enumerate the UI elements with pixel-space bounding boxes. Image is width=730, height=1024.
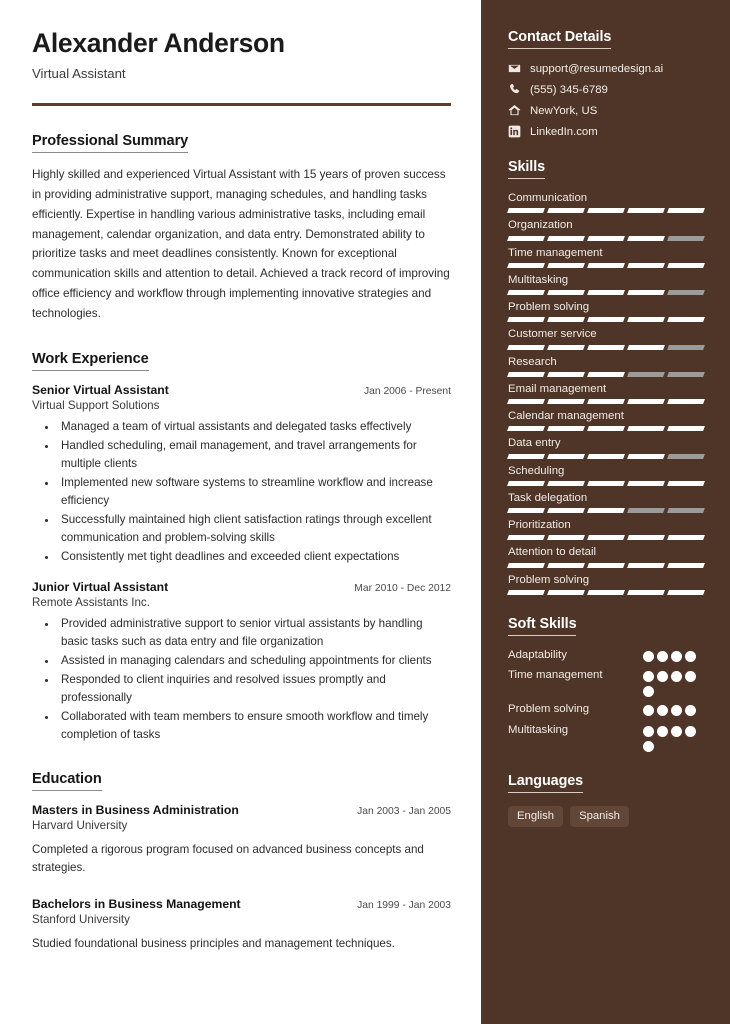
- rating-dot: [671, 705, 682, 716]
- skill-level-bar: [508, 399, 704, 404]
- soft-skill-label: Time management: [508, 669, 603, 682]
- soft-skill-label: Multitasking: [508, 723, 569, 736]
- skill-level-segment: [507, 535, 545, 540]
- language-chip: Spanish: [570, 806, 629, 827]
- skill-label: Email management: [508, 382, 607, 395]
- rating-dot: [685, 651, 696, 662]
- soft-skills-section: [508, 615, 704, 752]
- skill-level-bar: [508, 563, 704, 568]
- skill-level-bar: [508, 454, 704, 459]
- education-heading: Education: [32, 771, 102, 791]
- skill-item: [508, 355, 704, 377]
- skill-level-segment: [507, 208, 545, 213]
- professional-summary-text: Highly skilled and experienced Virtual Assistant with 15 years of proven success in providing administrative support, managing schedules, and handling tasks efficiently. Expertise in handling various administrative tasks, including email management, calendar organization, and data entry. Demonstrated ability to prioritize tasks and meet deadlines consistently. Known for exceptional communication skills and attention to detail. Achieved a track record of improving office efficiency and workflow through implementing innovative strategies and technologies.: [32, 167, 450, 321]
- list-item: • Implemented new software systems to streamline workflow and increase efficiency: [58, 474, 451, 510]
- list-item: • Collaborated with team members to ensure smooth workflow and timely completion of tasks: [58, 708, 451, 744]
- skill-level-segment: [667, 236, 705, 241]
- skill-level-segment: [547, 590, 585, 595]
- skill-item: [508, 518, 704, 540]
- degree-title: Bachelors in Business Management: [32, 896, 241, 911]
- skill-item: [508, 491, 704, 513]
- skill-level-segment: [667, 345, 705, 350]
- entry-header: [32, 580, 451, 594]
- skill-level-segment: [547, 317, 585, 322]
- skill-level-segment: [587, 372, 625, 377]
- list-item: • Consistently met tight deadlines and exceeded client expectations: [58, 548, 451, 566]
- entry-header: [32, 803, 451, 817]
- skill-level-bar: [508, 508, 704, 513]
- skill-item: [508, 327, 704, 349]
- contact-phone-value: (555) 345-6789: [530, 83, 608, 96]
- soft-skill-item: [508, 668, 704, 697]
- skill-level-segment: [667, 426, 705, 431]
- header-divider: [32, 103, 451, 105]
- list-item: • Responded to client inquiries and resolved issues promptly and professionally: [58, 671, 451, 707]
- rating-dot: [643, 705, 654, 716]
- soft-skills-heading: Soft Skills: [508, 616, 576, 636]
- list-item: • Managed a team of virtual assistants and delegated tasks effectively: [58, 418, 451, 436]
- skill-level-segment: [627, 563, 665, 568]
- skill-level-segment: [507, 454, 545, 459]
- skill-level-segment: [547, 290, 585, 295]
- skill-level-segment: [507, 508, 545, 513]
- skill-level-segment: [627, 208, 665, 213]
- skill-level-bar: [508, 208, 704, 213]
- skill-item: [508, 300, 704, 322]
- skill-level-segment: [547, 236, 585, 241]
- skill-level-bar: [508, 236, 704, 241]
- skill-label: Problem solving: [508, 573, 590, 586]
- soft-skill-item: [508, 723, 704, 752]
- skill-level-segment: [667, 263, 705, 268]
- entry-header: [32, 383, 451, 397]
- school-name: Stanford University: [32, 912, 130, 926]
- skill-label: Scheduling: [508, 464, 565, 477]
- soft-skill-item: [508, 702, 704, 717]
- skill-item: [508, 382, 704, 404]
- skills-section: [508, 158, 704, 595]
- skill-label: Problem solving: [508, 301, 590, 313]
- degree-date-range: Jan 2003 - Jan 2005: [357, 805, 451, 817]
- skill-level-segment: [627, 372, 665, 377]
- skill-level-segment: [507, 345, 545, 350]
- degree-description: Completed a rigorous program focused on advanced business concepts and strategies.: [32, 842, 424, 875]
- skill-item: [508, 409, 704, 431]
- employer-name: Virtual Support Solutions: [32, 398, 160, 412]
- skill-level-segment: [667, 290, 705, 295]
- rating-dot: [643, 726, 654, 737]
- job-date-range: Mar 2010 - Dec 2012: [354, 582, 451, 594]
- skill-level-segment: [627, 535, 665, 540]
- skill-level-segment: [547, 372, 585, 377]
- soft-skill-item: [508, 648, 704, 663]
- degree-title: Masters in Business Administration: [32, 802, 239, 817]
- skill-level-bar: [508, 481, 704, 486]
- job-title: Junior Virtual Assistant: [32, 579, 169, 594]
- soft-skill-rating: [643, 702, 704, 716]
- skills-heading: Skills: [508, 159, 545, 179]
- entry-header: [32, 897, 451, 911]
- education-entry: [32, 803, 451, 878]
- skill-level-segment: [507, 399, 545, 404]
- skill-level-segment: [587, 535, 625, 540]
- skill-level-segment: [507, 236, 545, 241]
- skill-item: [508, 545, 704, 567]
- skill-level-segment: [627, 236, 665, 241]
- soft-skill-rating: [643, 648, 704, 662]
- skill-level-segment: [507, 317, 545, 322]
- skill-item: [508, 573, 704, 595]
- skill-level-segment: [627, 399, 665, 404]
- list-item: • Handled scheduling, email management, and travel arrangements for multiple clients: [58, 437, 451, 473]
- skill-level-segment: [667, 535, 705, 540]
- soft-skills-list: [508, 648, 704, 752]
- skill-level-segment: [547, 345, 585, 350]
- rating-dot: [671, 651, 682, 662]
- skill-level-segment: [507, 372, 545, 377]
- skill-label: Prioritization: [508, 519, 571, 531]
- skill-item: [508, 246, 704, 268]
- rating-dot: [671, 726, 682, 737]
- skill-level-segment: [627, 508, 665, 513]
- rating-dot: [657, 705, 668, 716]
- skill-item: [508, 191, 704, 213]
- skill-level-segment: [627, 426, 665, 431]
- language-chip: English: [508, 806, 563, 827]
- skill-level-segment: [667, 317, 705, 322]
- skill-level-segment: [587, 208, 625, 213]
- professional-summary-section: [32, 132, 451, 324]
- skill-label: Communication: [508, 192, 588, 204]
- skill-level-segment: [547, 208, 585, 213]
- work-experience-entry: [32, 383, 451, 566]
- skill-level-segment: [627, 590, 665, 595]
- skill-label: Multitasking: [508, 273, 569, 286]
- skill-level-segment: [587, 399, 625, 404]
- skill-level-bar: [508, 290, 704, 295]
- job-date-range: Jan 2006 - Present: [363, 385, 451, 397]
- skill-level-bar: [508, 345, 704, 350]
- skill-item: [508, 273, 704, 295]
- rating-dot: [643, 686, 654, 697]
- home-icon: [508, 104, 525, 117]
- skill-label: Attention to detail: [508, 546, 597, 559]
- skill-level-segment: [587, 563, 625, 568]
- skill-level-segment: [507, 290, 545, 295]
- skill-level-segment: [587, 290, 625, 295]
- skill-level-segment: [587, 454, 625, 459]
- skill-level-segment: [547, 399, 585, 404]
- soft-skill-label: Problem solving: [508, 703, 590, 716]
- resume-sidebar: [481, 0, 730, 1024]
- skill-level-segment: [627, 345, 665, 350]
- contact-item-phone[interactable]: [508, 83, 704, 96]
- rating-dot: [671, 671, 682, 682]
- skill-level-segment: [627, 263, 665, 268]
- rating-dot: [657, 651, 668, 662]
- skill-level-segment: [587, 236, 625, 241]
- work-experience-entry: [32, 580, 451, 744]
- employer-name: Remote Assistants Inc.: [32, 595, 150, 609]
- contact-item-email[interactable]: [508, 62, 704, 75]
- skill-level-segment: [627, 454, 665, 459]
- languages-section: [508, 772, 704, 827]
- skill-level-segment: [587, 345, 625, 350]
- candidate-job-title: Virtual Assistant: [32, 66, 126, 82]
- phone-icon: [508, 83, 525, 96]
- skill-level-segment: [507, 563, 545, 568]
- skill-level-segment: [507, 426, 545, 431]
- rating-dot: [643, 671, 654, 682]
- skill-level-segment: [507, 481, 545, 486]
- skill-label: Research: [508, 355, 557, 368]
- skills-list: [508, 191, 704, 595]
- skill-level-segment: [547, 563, 585, 568]
- skill-level-segment: [587, 481, 625, 486]
- list-item: • Provided administrative support to senior virtual assistants by handling basic tasks such as data entry and file organization: [58, 615, 451, 651]
- skill-level-segment: [587, 317, 625, 322]
- job-responsibility-list: [32, 615, 451, 744]
- skill-level-segment: [627, 481, 665, 486]
- rating-dot: [657, 726, 668, 737]
- rating-dot: [685, 705, 696, 716]
- rating-dot: [643, 741, 654, 752]
- work-experience-heading: Work Experience: [32, 351, 149, 371]
- contact-linkedin-value: LinkedIn.com: [530, 125, 598, 138]
- contact-list: [508, 62, 704, 138]
- contact-item-linkedin[interactable]: [508, 125, 704, 138]
- linkedin-icon: [508, 125, 525, 138]
- skill-level-segment: [667, 481, 705, 486]
- skill-level-bar: [508, 372, 704, 377]
- contact-details-heading: Contact Details: [508, 29, 611, 49]
- skill-level-segment: [547, 535, 585, 540]
- skill-label: Data entry: [508, 437, 561, 450]
- skill-level-segment: [667, 372, 705, 377]
- skill-level-segment: [667, 563, 705, 568]
- skill-item: [508, 436, 704, 458]
- skill-level-segment: [667, 590, 705, 595]
- degree-date-range: Jan 1999 - Jan 2003: [357, 899, 451, 911]
- rating-dot: [643, 651, 654, 662]
- professional-summary-heading: Professional Summary: [32, 133, 188, 153]
- skill-level-segment: [587, 263, 625, 268]
- skill-level-segment: [627, 290, 665, 295]
- skill-level-segment: [627, 317, 665, 322]
- rating-dot: [685, 726, 696, 737]
- languages-heading: Languages: [508, 773, 583, 793]
- contact-item-location[interactable]: [508, 104, 704, 117]
- contact-details-section: [508, 28, 704, 138]
- skill-level-bar: [508, 317, 704, 322]
- rating-dot: [685, 671, 696, 682]
- skill-level-bar: [508, 263, 704, 268]
- skill-item: [508, 218, 704, 240]
- skill-level-bar: [508, 426, 704, 431]
- skill-level-segment: [667, 399, 705, 404]
- skill-label: Time management: [508, 246, 603, 259]
- list-item: • Successfully maintained high client satisfaction ratings through excellent communication and problem-solving skills: [58, 511, 451, 547]
- skill-level-segment: [587, 590, 625, 595]
- skill-level-segment: [547, 508, 585, 513]
- skill-label: Calendar management: [508, 410, 624, 422]
- skill-level-segment: [507, 263, 545, 268]
- skill-label: Task delegation: [508, 491, 588, 504]
- skill-level-segment: [507, 590, 545, 595]
- rating-dot: [657, 671, 668, 682]
- skill-level-segment: [667, 454, 705, 459]
- contact-location-value: NewYork, US: [530, 104, 598, 117]
- skill-level-segment: [547, 426, 585, 431]
- envelope-icon: [508, 62, 525, 75]
- contact-email-value: support@resumedesign.ai: [530, 62, 664, 75]
- skill-level-bar: [508, 535, 704, 540]
- skill-level-segment: [667, 508, 705, 513]
- school-name: Harvard University: [32, 818, 128, 832]
- skill-label: Organization: [508, 219, 573, 232]
- soft-skill-label: Adaptability: [508, 648, 567, 661]
- education-entry: [32, 897, 451, 954]
- skill-level-segment: [667, 208, 705, 213]
- candidate-name: Alexander Anderson: [32, 28, 285, 58]
- skill-level-segment: [547, 454, 585, 459]
- soft-skill-rating: [643, 668, 704, 697]
- skill-level-segment: [587, 426, 625, 431]
- degree-description: Studied foundational business principles and management techniques.: [32, 936, 395, 950]
- work-experience-section: [32, 350, 451, 744]
- skill-level-segment: [587, 508, 625, 513]
- job-title: Senior Virtual Assistant: [32, 382, 169, 397]
- skill-level-segment: [547, 481, 585, 486]
- skill-level-segment: [547, 263, 585, 268]
- skill-label: Customer service: [508, 328, 597, 341]
- skill-item: [508, 464, 704, 486]
- languages-list: [508, 806, 704, 827]
- header-block: [32, 28, 451, 81]
- job-responsibility-list: [32, 418, 451, 566]
- skill-level-bar: [508, 590, 704, 595]
- education-section: [32, 770, 451, 954]
- list-item: • Assisted in managing calendars and scheduling appointments for clients: [58, 652, 451, 670]
- soft-skill-rating: [643, 723, 704, 752]
